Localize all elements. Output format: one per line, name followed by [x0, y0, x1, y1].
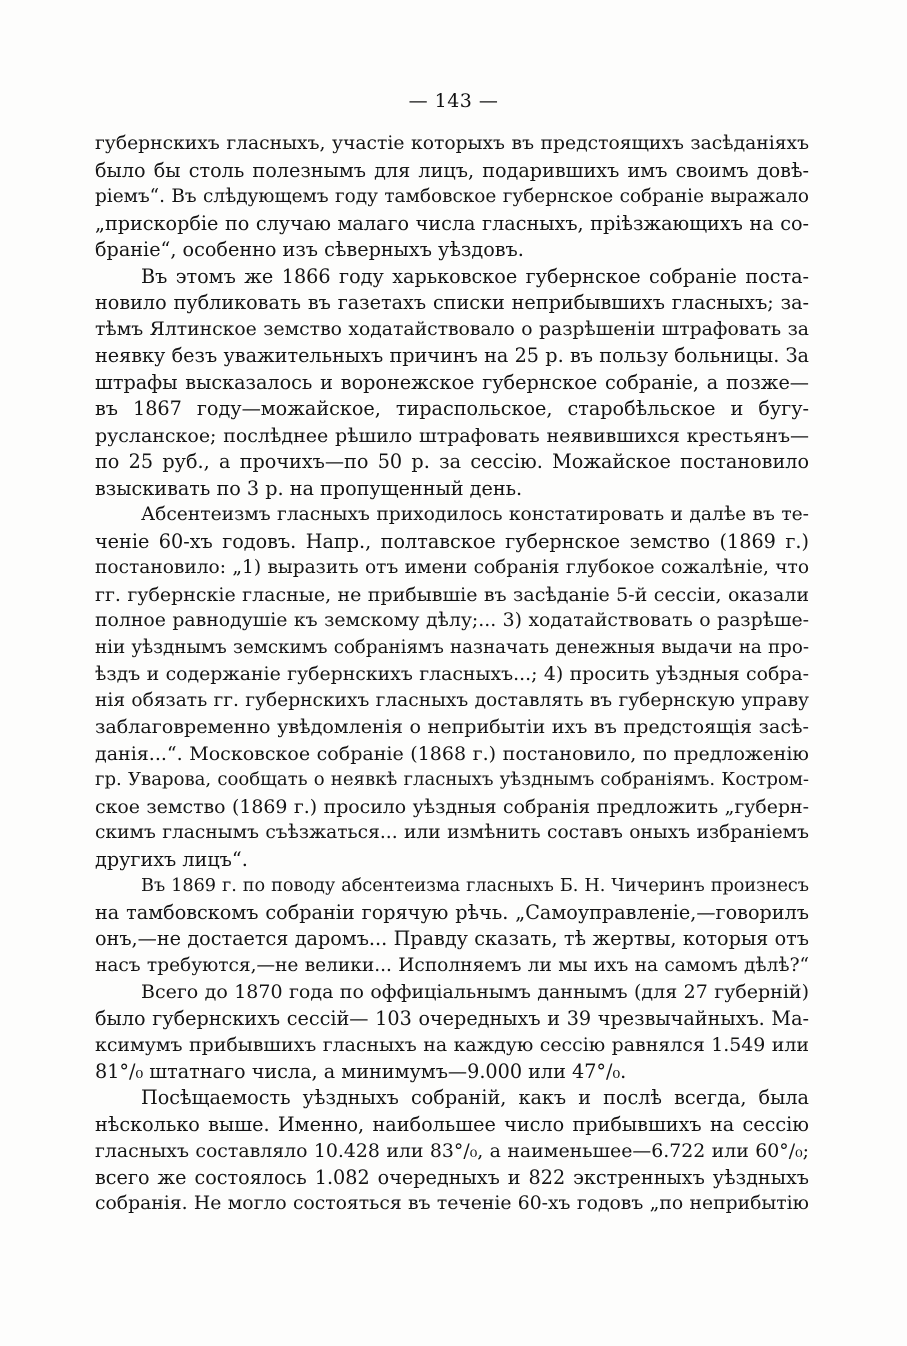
- text-line: всего же состоялось 1.082 очередныхъ и 822 экстренныхъ уѣздныхъ: [95, 1165, 809, 1189]
- paragraph-1: [95, 131, 809, 264]
- text-line: было бы столь полезнымъ для лицъ, подарившихъ имъ своимъ довѣ-: [95, 158, 809, 182]
- text-line: въ 1867 году—можайское, тираспольское, старобѣльское и бугу-: [95, 397, 809, 420]
- text-line: постановило: „1) выразить отъ имени собранія глубокое сожалѣніе, что: [95, 557, 809, 578]
- paragraph-6: [95, 1085, 809, 1218]
- text-line: русланское; послѣднее рѣшило штрафовать неявившихся крестьянъ—: [95, 424, 809, 447]
- text-line: взыскивать по 3 р. на пропущенный день.: [95, 476, 523, 500]
- text-line: собранія. Не могло состояться въ теченіе 60-хъ годовъ „по неприбытію: [95, 1193, 809, 1214]
- text-line: ѣздъ и содержаніе губернскихъ гласныхъ...; 4) просить уѣздныя собра-: [95, 663, 809, 685]
- text-line: Въ 1869 г. по поводу абсентеизма гласныхъ Б. Н. Чичеринъ произнесъ: [141, 876, 809, 896]
- text-line: полное равнодушіе къ земскому дѣлу;... 3) ходатайствовать о разрѣше-: [95, 610, 809, 631]
- text-line: ское земство (1869 г.) просило уѣздныя собранія предложить „губерн-: [95, 795, 809, 818]
- text-line: нія обязать гг. губернскихъ гласныхъ доставлять въ губернскую управу: [95, 689, 809, 711]
- text-line: штрафы высказалось и воронежское губернское собраніе, а позже—: [95, 370, 809, 394]
- text-line: неявку безъ уважительныхъ причинъ на 25 р. въ пользу больницы. За: [95, 344, 809, 367]
- text-line: Всего до 1870 года по оффиціальнымъ даннымъ (для 27 губерній): [141, 981, 809, 1003]
- text-line: на тамбовскомъ собраніи горячую рѣчь. „Самоуправленіе,—говорилъ: [95, 900, 809, 924]
- text-line: браніе“, особенно изъ сѣверныхъ уѣздовъ.: [95, 238, 524, 261]
- text-line: другихъ лицъ“.: [95, 847, 248, 871]
- paragraph-2: [95, 264, 809, 503]
- page-number: — 143 —: [408, 90, 499, 112]
- text-line: заблаговременно увѣдомленія о неприбытіи ихъ въ предстоящія засѣ-: [95, 716, 809, 738]
- text-line: губернскихъ гласныхъ, участіе которыхъ въ предстоящихъ засѣданіяхъ: [95, 133, 809, 154]
- text-line: Въ этомъ же 1866 году харьковское губернское собраніе поста-: [141, 264, 809, 288]
- text-line: ченіе 60-хъ годовъ. Напр., полтавское губернское земство (1869 г.): [95, 529, 809, 553]
- text-line: новило публиковать въ газетахъ списки неприбывшихъ гласныхъ; за-: [95, 291, 809, 314]
- text-line: тѣмъ Ялтинское земство ходатайствовало о разрѣшеніи штрафовать за: [95, 318, 809, 340]
- text-line: гласныхъ составляло 10.428 или 83°/₀, а наименьшее—6.722 или 60°/₀;: [95, 1140, 809, 1162]
- text-line: 81°/₀ штатнаго числа, а минимумъ—9.000 или 47°/₀.: [95, 1059, 627, 1083]
- text-line: нѣсколько выше. Именно, наибольшее число прибывшихъ на сессію: [95, 1112, 809, 1136]
- text-line: онъ,—не достается даромъ... Правду сказать, тѣ жертвы, которыя отъ: [95, 927, 809, 950]
- text-line: Посѣщаемость уѣздныхъ собраній, какъ и послѣ всегда, была: [141, 1086, 809, 1109]
- paragraph-5: [95, 979, 809, 1085]
- text-line: „прискорбіе по случаю малаго числа гласныхъ, пріѣзжающихъ на со-: [95, 211, 809, 235]
- text-line: ріемъ“. Въ слѣдующемъ году тамбовское губернское собраніе выражало: [95, 186, 809, 207]
- text-line: ксимумъ прибывшихъ гласныхъ на каждую сессію равнялся 1.549 или: [95, 1034, 809, 1056]
- text-line: по 25 руб., а прочихъ—по 50 р. за сессію. Можайское постановило: [95, 450, 809, 473]
- paragraph-3: [95, 502, 809, 873]
- text-line: Абсентеизмъ гласныхъ приходилось констатировать и далѣе въ те-: [141, 504, 809, 525]
- text-line: гг. губернскіе гласные, не прибывшіе въ засѣданіе 5-й сессіи, оказали: [95, 583, 809, 606]
- text-line: ніи уѣзднымъ земскимъ собраніямъ назначать денежныя выдачи на про-: [95, 636, 809, 658]
- body-text: [95, 131, 809, 1218]
- paragraph-4: [95, 873, 809, 979]
- text-line: гр. Уварова, сообщать о неявкѣ гласныхъ уѣзднымъ собраніямъ. Костром-: [95, 769, 809, 790]
- text-line: данія...“. Московское собраніе (1868 г.) постановило, по предложенію: [95, 742, 809, 765]
- text-line: было губернскихъ сессій— 103 очередныхъ и 39 чрезвычайныхъ. Ма-: [95, 1006, 809, 1030]
- text-line: скимъ гласнымъ съѣзжаться... или измѣнить составъ оныхъ избраніемъ: [95, 822, 809, 843]
- text-line: насъ требуются,—не велики... Исполняемъ ли мы ихъ на самомъ дѣлѣ?“: [95, 954, 809, 976]
